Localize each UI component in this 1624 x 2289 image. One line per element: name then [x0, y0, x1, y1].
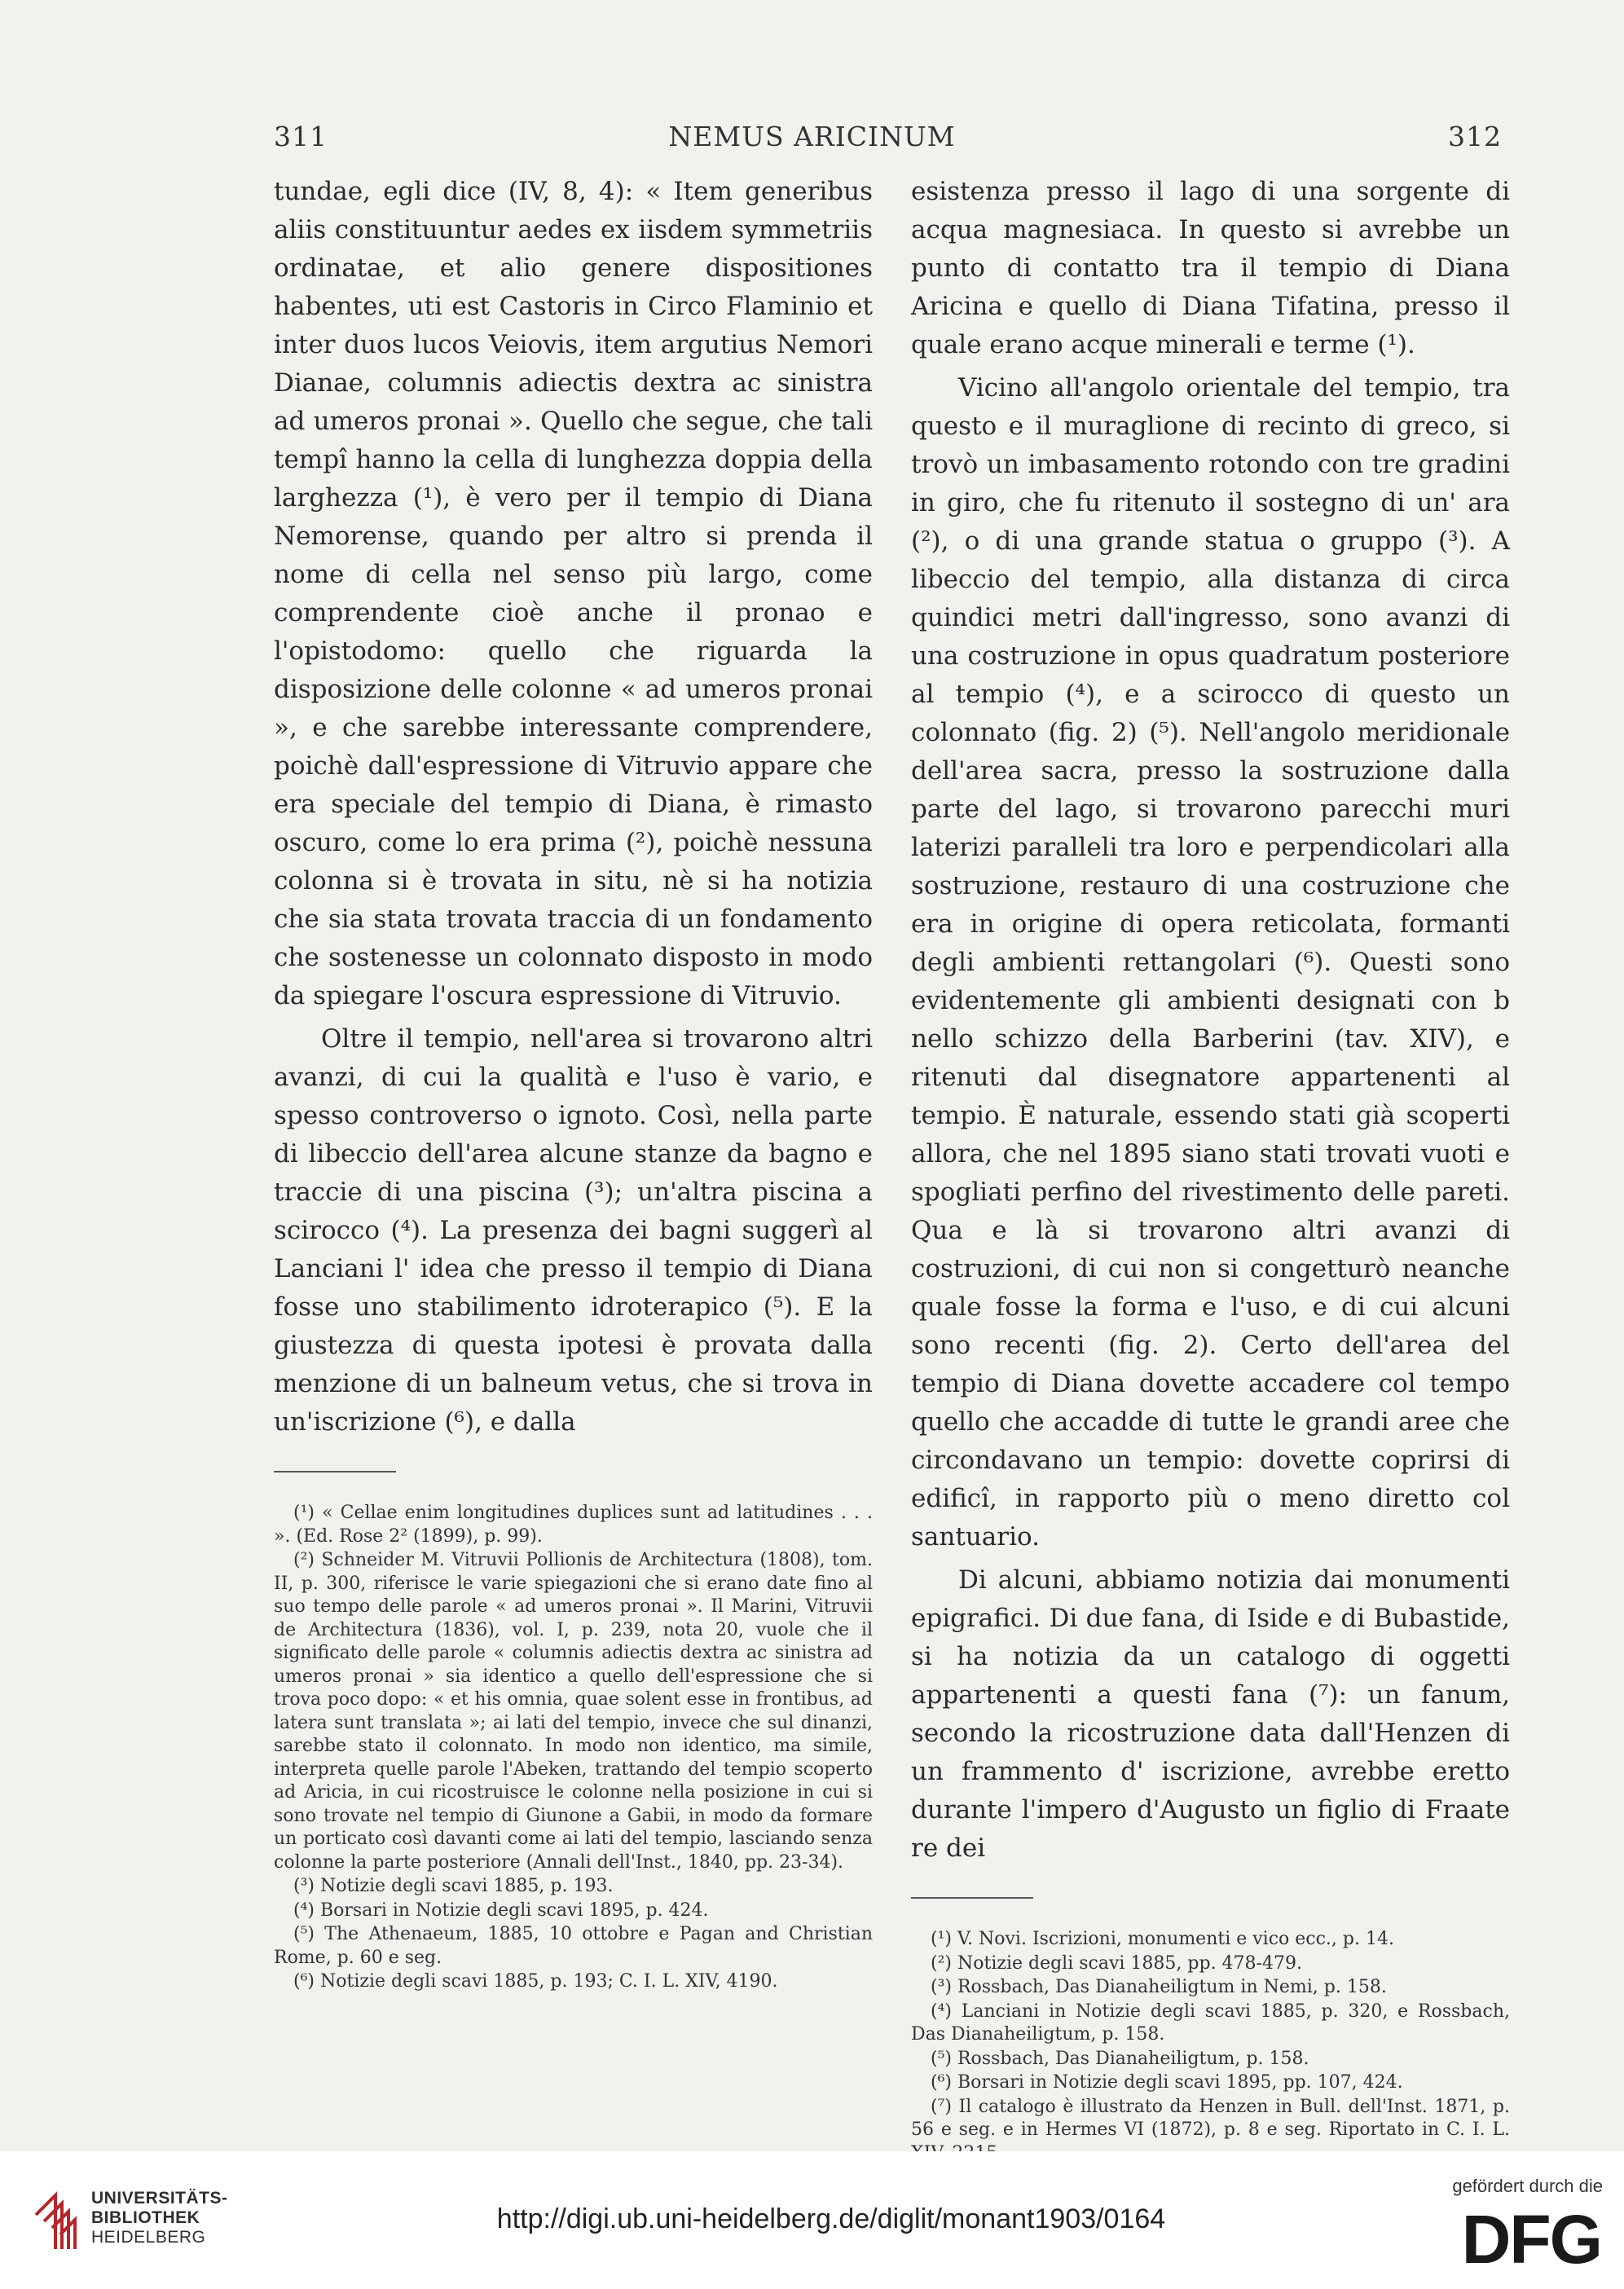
footnote: (⁴) Lanciani in Notizie degli scavi 1885, p. 320, e Rossbach, Das Dianaheiligtum, p. 158.	[911, 2001, 1510, 2045]
viewer-footer	[0, 2151, 1624, 2289]
footnote: (⁶) Notizie degli scavi 1885, p. 193; C. I. L. XIV, 4190.	[293, 1971, 778, 1992]
footnote: (¹) « Cellae enim longitudines duplices sunt ad latitudines . . . ». (Ed. Rose 2² (1899), p. 99).	[274, 1503, 873, 1547]
left-column	[274, 173, 873, 1995]
footnote: (⁷) Il catalogo è illustrato da Henzen in Bull. dell'Inst. 1871, p. 56 e seg. e in Hermes VI (1872), p. 8 e seg. Riportato in C. I. L.	[911, 2096, 1510, 2140]
body-paragraph: Vicino all'angolo orientale del tempio, tra questo e il muraglione di recinto di greco, si trovò un imbasamento rotondo con tre gradini in giro, che fu ritenuto il sostegno di un' ara (²), o di una grande statua o gruppo (³). A libeccio del tempio, alla distanza di circa quindici metri dall'ingresso, sono avanzi di una costruzione in opus quadratum posteriore al tempio (⁴), e a scirocco di questo un colonnato (fig. 2) (⁵). Nell'angolo meridionale dell'area sacra, presso la sostruzione dalla parte del lago, si trovarono parecchi muri laterizi paralleli tra loro e perpendicolari alla sostruzione, restauro di una costruzione che era in origine di opera reticolata, formanti degli ambienti rettangolari (⁶). Questi sono evidentemente gli ambienti designati con b nello schizzo della Barberini (tav. XIV), e ritenuti dal disegnatore appartenenti al tempio. È naturale, essendo stati già scoperti allora, che nel 1895 siano stati trovati vuoti e spogliati perfino del rivestimento delle pareti. Qua e là si trovarono altri avanzi di costruzioni, di cui non si congetturò neanche quale fosse la forma e l'uso, e di cui alcuni sono recenti (fig. 2). Certo dell'area del tempio di Diana dovette accadere col tempo quello che accadde di tutte le grandi aree che circondavano un tempio: dovette coprirsi di edificî, in rapporto più o meno diretto col santuario.	[911, 373, 1510, 1552]
footnote: (³) Notizie degli scavi 1885, p. 193.	[293, 1876, 614, 1896]
footnote: (⁴) Borsari in Notizie degli scavi 1895, p. 424.	[293, 1899, 709, 1921]
dfg-logo: DFG	[1461, 2201, 1601, 2278]
body-paragraph: esistenza presso il lago di una sorgente di acqua magnesiaca. In questo si avrebbe un punto di contatto tra il tempio di Diana Aricina e quello di Diana Tifatina, presso il quale erano acque minerali e terme (¹).	[911, 177, 1510, 359]
permalink-url[interactable]: http://digi.ub.uni-heidelberg.de/diglit/monant1903/0164	[496, 2203, 1166, 2234]
body-paragraph: Oltre il tempio, nell'area si trovarono altri avanzi, di cui la qualità e l'uso è vario, e spesso controverso o ignoto. Così, nella parte di libeccio dell'area alcune stanze da bagno e traccie di una piscina (³); un'altra piscina a scirocco (⁴). La presenza dei bagni suggerì al Lanciani l' idea che presso il tempio di Diana fosse uno stabilimento idroterapico (⁵). E la giustezza di questa ipotesi è provata dalla menzione di un balneum vetus, che si trova in un'iscrizione (⁶), e dalla	[274, 1024, 873, 1437]
funding-caption: gefördert durch die	[1452, 2176, 1603, 2196]
footnote: (⁵) Rossbach, Das Dianaheiligtum, p. 158.	[931, 2048, 1309, 2069]
footnote: (⁶) Borsari in Notizie degli scavi 1895, pp. 107, 424.	[931, 2072, 1403, 2093]
body-paragraph: Di alcuni, abbiamo notizia dai monumenti epigrafici. Di due fana, di Iside e di Bubastide, si ha notizia da un catalogo di oggetti appartenenti a questi fana (⁷): un fanum, secondo la ricostruzione data dall'Henzen di un frammento d' iscrizione, avrebbe eretto durante l'impero d'Augusto un figlio di Fraate re dei	[911, 1565, 1510, 1863]
page-number-left: 311	[274, 121, 328, 152]
library-name-line: UNIVERSITÄTS-	[91, 2189, 228, 2208]
library-name-line: HEIDELBERG	[91, 2228, 206, 2247]
right-column	[911, 173, 1510, 2166]
university-library-logo-icon	[31, 2182, 81, 2252]
body-paragraph: tundae, egli dice (IV, 8, 4): « Item generibus aliis constituuntur aedes ex iisdem symmetriis ordinatae, et alio genere dispositiones habentes, uti est Castoris in Circo Flaminio et inter duos lucos Veiovis, item argutius Nemori Dianae, columnis adiectis dextra ac sinistra ad umeros pronai ». Quello che segue, che tali tempî hanno la cella di lunghezza doppia della larghezza (¹), è vero per il tempio di Diana Nemorense, quando per altro si prenda il nome di cella nel senso più largo, come comprendente cioè anche il pronao e l'opistodomo: quello che riguarda la disposizione delle colonne « ad umeros pronai », e che sarebbe interessante comprendere, poichè dall'espressione di Vitruvio appare che era speciale del tempio di Diana, è rimasto oscuro, come lo era prima (²), poichè nessuna colonna si è trovata in situ, nè si ha notizia che sia stata trovata traccia di un fondamento che sostenesse un colonnato disposto in modo da spiegare l'oscura espressione di Vitruvio.	[274, 177, 873, 1010]
footnote: (³) Rossbach, Das Dianaheiligtum in Nemi, p. 158.	[931, 1977, 1387, 1997]
footnote: (¹) V. Novi. Iscrizioni, monumenti e vico ecc., p. 14.	[931, 1929, 1394, 1949]
running-title: NEMUS ARICINUM	[668, 121, 956, 152]
footnote: (²) Schneider M. Vitruvii Pollionis de Architectura (1808), tom. II, p. 300, riferisce le varie spiegazioni che si erano date fino al suo tempo delle parole « ad umeros pronai ». Il Marini, Vitruvii de Architectura (1836), vol. I, p. 239, nota 20, vuole che il significato delle parole « columnis adiectis dextra ac sinistra ad umeros pronai » sia identico a quello dell'espressione che si trova poco dopo: « et his omnia, quae solent esse in frontibus, ad latera sunt translata »; ai lati del tempio, invece che sul dinanzi, sarebbe stato il colonnato. In modo non identico, ma simile, interpreta quelle parole l'Abeken, trattando del tempio scoperto ad Aricia, in cui ricostruisce le colonne nella posizione in cui si sono trovate nel tempio di Giunone a Gabii, in modo da formare un porticato così davanti come ai lati del tempio, lasciando senza colonne la parte posteriore (Annali dell'Inst., 1840, pp. 23-34).	[274, 1550, 873, 1873]
footnote: (²) Notizie degli scavi 1885, pp. 478-479.	[931, 1952, 1302, 1974]
footnote: (⁵) The Athenaeum, 1885, 10 ottobre e Pagan and Christian Rome, p. 60 e seg.	[274, 1924, 873, 1968]
page-number-right: 312	[1448, 121, 1502, 152]
footnote-divider	[911, 1897, 1033, 1899]
footnote-divider	[274, 1471, 396, 1472]
library-name-line: BIBLIOTHEK	[91, 2208, 200, 2227]
